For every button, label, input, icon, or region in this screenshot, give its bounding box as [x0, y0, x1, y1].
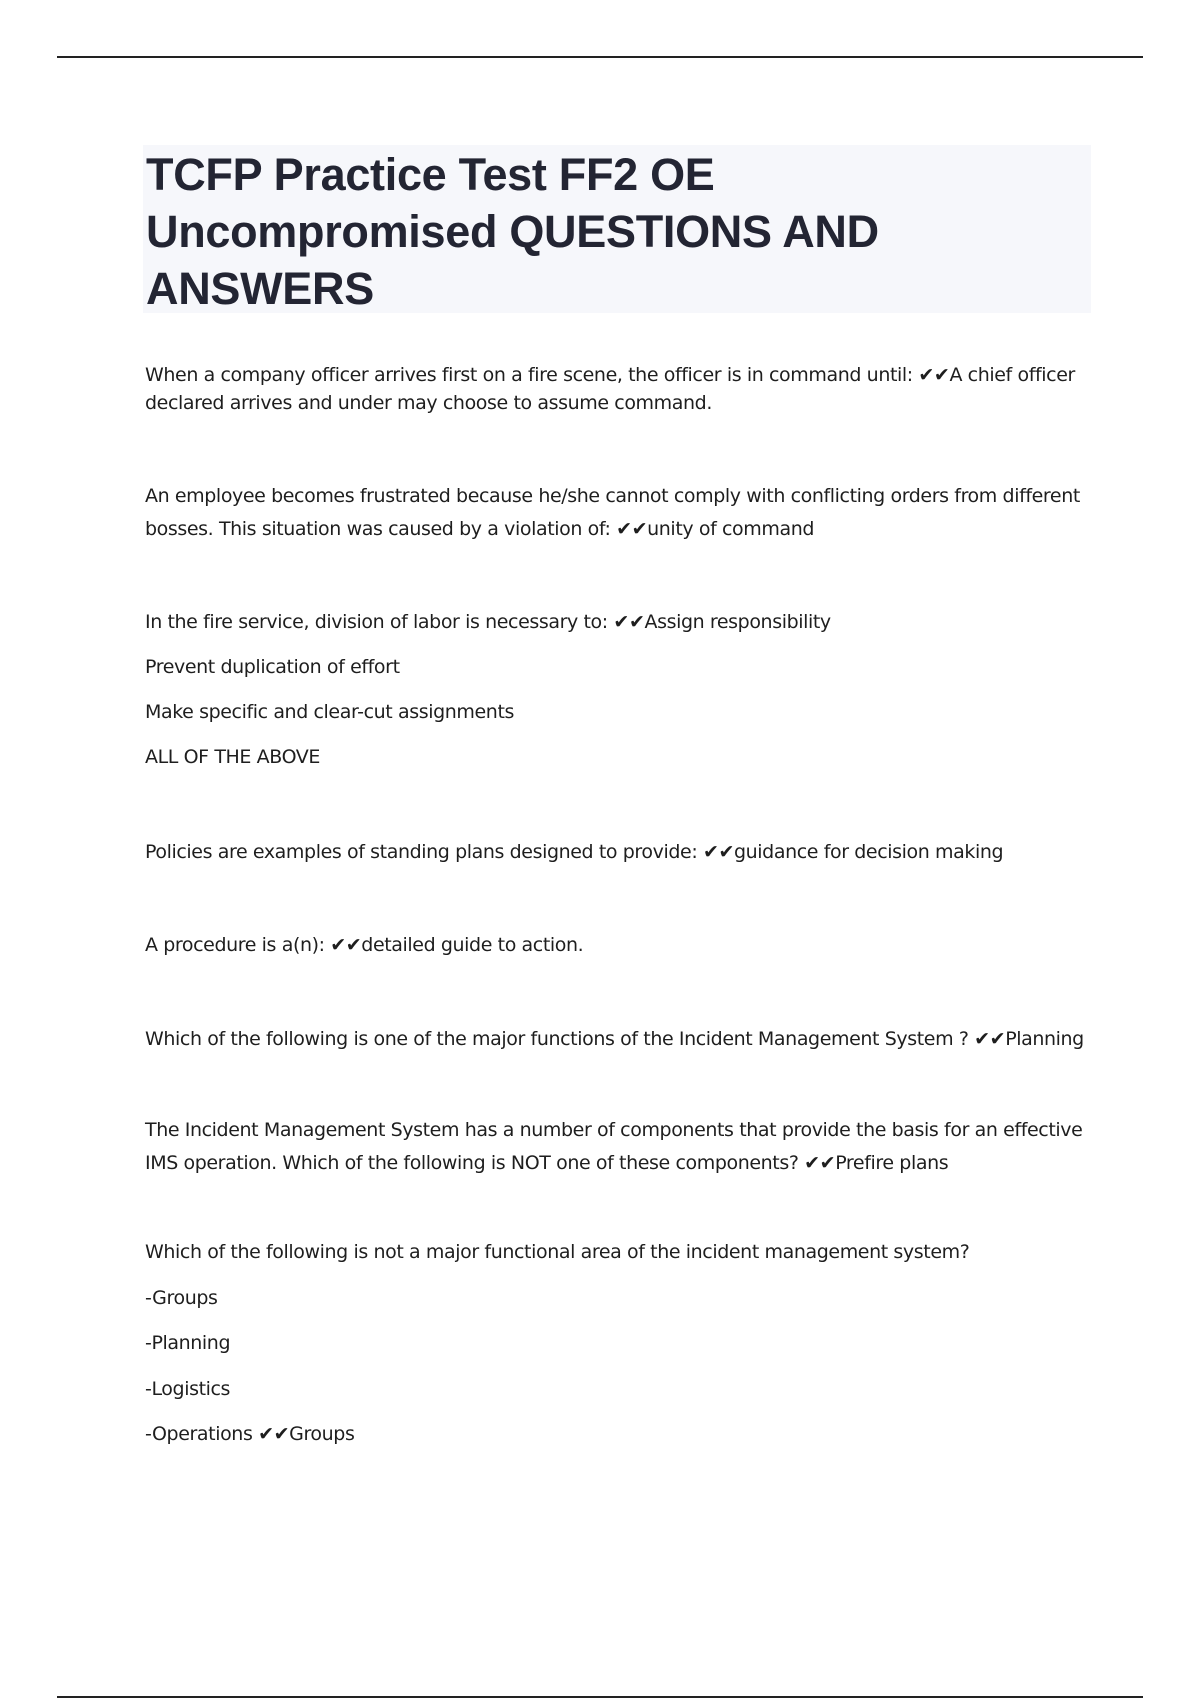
- qa-item-8: [145, 1236, 1095, 1464]
- qa-item-7: [145, 1114, 1095, 1180]
- qa-line: -Operations ✔✔Groups: [145, 1423, 355, 1445]
- qa-line: Prevent duplication of effort: [145, 656, 400, 678]
- qa-line: Policies are examples of standing plans designed to provide: ✔✔guidance for decision making: [145, 841, 1004, 863]
- qa-line: ALL OF THE ABOVE: [145, 746, 320, 768]
- qa-line: In the fire service, division of labor is necessary to: ✔✔Assign responsibility: [145, 611, 831, 633]
- footer-rule: [57, 1696, 1143, 1698]
- qa-item-5: [145, 929, 1095, 961]
- qa-line: IMS operation. Which of the following is NOT one of these components? ✔✔Prefire plans: [145, 1152, 949, 1174]
- qa-item-2: [145, 480, 1095, 546]
- qa-line: An employee becomes frustrated because he/she cannot comply with conflicting orders from different: [145, 485, 1080, 507]
- qa-line: Make specific and clear-cut assignments: [145, 701, 515, 723]
- qa-line: declared arrives and under may choose to assume command.: [145, 392, 712, 414]
- qa-line: A procedure is a(n): ✔✔detailed guide to action.: [145, 934, 584, 956]
- document-title: TCFP Practice Test FF2 OE Uncompromised QUESTIONS AND ANSWERS: [146, 149, 879, 314]
- header-rule: [57, 56, 1143, 58]
- qa-item-3: [145, 606, 1095, 786]
- qa-line: Which of the following is one of the major functions of the Incident Management System ? ✔✔Planning: [145, 1028, 1084, 1050]
- qa-line: -Logistics: [145, 1377, 231, 1400]
- qa-item-1: [145, 361, 1095, 417]
- qa-line: bosses. This situation was caused by a violation of: ✔✔unity of command: [145, 518, 815, 540]
- qa-item-4: [145, 836, 1095, 868]
- qa-line: When a company officer arrives first on a fire scene, the officer is in command until: ✔✔A chief officer: [145, 364, 1075, 386]
- qa-line: -Groups: [145, 1286, 218, 1309]
- qa-line: The Incident Management System has a number of components that provide the basis for an effective: [145, 1119, 1083, 1141]
- qa-item-6: [145, 1023, 1095, 1055]
- qa-line: Which of the following is not a major functional area of the incident management system?: [145, 1241, 970, 1263]
- qa-line: -Planning: [145, 1332, 231, 1354]
